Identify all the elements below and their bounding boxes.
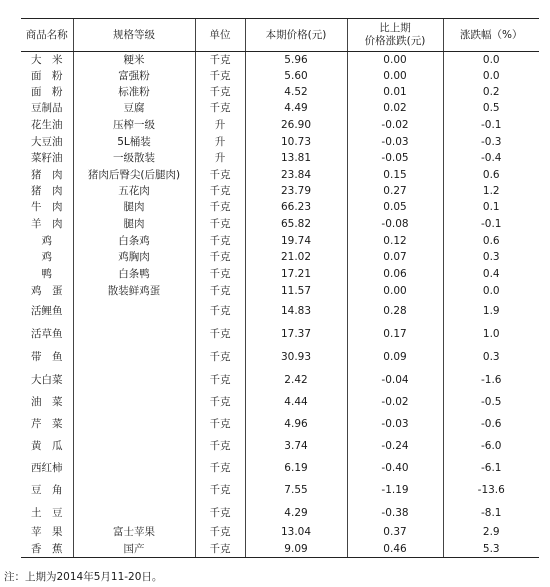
cell-name: 豆制品 [31,102,63,114]
cell-price: 11.57 [245,283,347,300]
cell-spec: 散装鲜鸡蛋 [73,283,195,300]
cell-spec: 腿肉 [73,216,195,233]
cell-pct: 0.0 [443,68,539,84]
table-row [21,150,539,167]
cell-name: 牛 肉 [31,201,63,213]
cell-name: 油 菜 [31,395,63,408]
cell-pct: 0.5 [443,100,539,117]
table-row [21,300,539,323]
cell-price: 17.37 [245,323,347,346]
cell-name: 菜籽油 [31,152,63,164]
table-row [21,68,539,84]
header-price-change-line2: 价格涨跌(元) [364,35,426,47]
cell-unit: 千克 [195,479,245,502]
table-row [21,84,539,100]
cell-change: -0.03 [347,134,443,150]
table-row [21,369,539,391]
cell-name: 豆 角 [31,484,63,496]
table-row [21,479,539,502]
cell-unit: 千克 [195,68,245,84]
cell-spec: 豆腐 [73,100,195,117]
cell-change: 0.02 [347,100,443,117]
cell-unit: 千克 [195,346,245,369]
cell-pct: -8.1 [443,502,539,524]
cell-price: 66.23 [245,199,347,216]
cell-price: 3.74 [245,435,347,457]
cell-change: -0.03 [347,413,443,435]
cell-spec: 一级散装 [73,150,195,167]
cell-pct: 2.9 [443,524,539,541]
cell-name: 大 米 [31,53,63,66]
cell-change: 0.15 [347,167,443,183]
cell-unit: 千克 [195,100,245,117]
table-row [21,413,539,435]
cell-change: 0.37 [347,524,443,541]
cell-price: 4.52 [245,84,347,100]
cell-spec: 标准粉 [73,84,195,100]
cell-unit: 千克 [195,413,245,435]
cell-name: 鸭 [41,268,52,280]
cell-change: 0.27 [347,183,443,199]
header-spec-grade: 规格等级 [73,19,195,52]
cell-spec [73,479,195,502]
cell-pct: 0.3 [443,346,539,369]
cell-pct: -6.1 [443,457,539,479]
cell-pct: 0.6 [443,167,539,183]
cell-pct: -1.6 [443,369,539,391]
table-row [21,524,539,541]
cell-unit: 千克 [195,52,245,68]
cell-change: -0.40 [347,457,443,479]
cell-unit: 千克 [195,84,245,100]
header-unit: 单位 [195,19,245,52]
table-row [21,167,539,183]
cell-price: 6.19 [245,457,347,479]
cell-pct: 0.0 [443,52,539,68]
cell-spec: 猪肉后臀尖(后腿肉) [73,167,195,183]
cell-spec: 腿肉 [73,199,195,216]
table-row [21,199,539,216]
cell-name: 土 豆 [31,506,63,519]
cell-price: 4.44 [245,391,347,413]
cell-pct: -0.6 [443,413,539,435]
cell-change: -1.19 [347,479,443,502]
cell-unit: 升 [195,134,245,150]
cell-unit: 千克 [195,524,245,541]
footnote: 注：上期为2014年5月11-20日。 [4,571,163,583]
table-row [21,52,539,68]
header-product-name: 商品名称 [21,19,73,52]
cell-price: 17.21 [245,266,347,283]
cell-unit: 千克 [195,457,245,479]
cell-unit: 千克 [195,266,245,283]
cell-unit: 千克 [195,283,245,300]
cell-change: -0.05 [347,150,443,167]
header-change-percent: 涨跌幅（%） [443,19,539,52]
cell-unit: 千克 [195,216,245,233]
cell-change: 0.12 [347,233,443,249]
cell-change: 0.07 [347,249,443,266]
cell-unit: 千克 [195,249,245,266]
cell-spec [73,457,195,479]
cell-pct: 0.1 [443,199,539,216]
cell-spec [73,391,195,413]
cell-pct: 5.3 [443,541,539,558]
cell-name: 羊 肉 [31,218,63,230]
cell-spec [73,323,195,346]
cell-name: 花生油 [31,119,63,131]
cell-price: 13.81 [245,150,347,167]
table-header-row [21,19,539,52]
cell-unit: 千克 [195,502,245,524]
cell-pct: -13.6 [443,479,539,502]
cell-unit: 千克 [195,369,245,391]
cell-name: 大白菜 [31,373,63,386]
cell-price: 13.04 [245,524,347,541]
cell-name: 猪 肉 [31,168,63,181]
cell-name: 芹 菜 [31,417,63,430]
cell-name: 西红柿 [31,461,63,474]
cell-change: -0.02 [347,391,443,413]
cell-name: 面 粉 [31,69,63,82]
cell-unit: 千克 [195,391,245,413]
cell-change: -0.08 [347,216,443,233]
cell-change: 0.06 [347,266,443,283]
cell-unit: 升 [195,150,245,167]
cell-pct: 0.6 [443,233,539,249]
cell-price: 4.29 [245,502,347,524]
cell-price: 5.60 [245,68,347,84]
cell-unit: 千克 [195,199,245,216]
cell-pct: 0.0 [443,283,539,300]
table-row [21,502,539,524]
cell-name: 面 粉 [31,85,63,98]
cell-change: -0.02 [347,117,443,134]
table-row [21,323,539,346]
cell-spec: 富强粉 [73,68,195,84]
table-row [21,391,539,413]
cell-price: 5.96 [245,52,347,68]
cell-change: 0.09 [347,346,443,369]
cell-price: 14.83 [245,300,347,323]
table-row [21,134,539,150]
cell-change: 0.01 [347,84,443,100]
cell-price: 23.84 [245,167,347,183]
cell-unit: 千克 [195,541,245,558]
cell-price: 30.93 [245,346,347,369]
cell-name: 猪 肉 [31,184,63,197]
header-price-change [347,19,443,52]
cell-change: -0.38 [347,502,443,524]
cell-spec: 压榨一级 [73,117,195,134]
cell-name: 带 鱼 [31,351,63,363]
cell-name: 大豆油 [31,135,63,148]
cell-name: 香 蕉 [21,541,73,558]
cell-spec: 鸡胸肉 [73,249,195,266]
cell-pct: 1.2 [443,183,539,199]
cell-spec: 5L桶装 [73,134,195,150]
cell-spec [73,413,195,435]
cell-change: 0.00 [347,68,443,84]
cell-price: 21.02 [245,249,347,266]
table-row [21,541,539,558]
cell-spec [73,369,195,391]
table-row [21,183,539,199]
cell-pct: -0.1 [443,216,539,233]
cell-name: 苹 果 [31,526,63,538]
cell-price: 23.79 [245,183,347,199]
table-row [21,216,539,233]
cell-spec: 白条鸡 [73,233,195,249]
cell-name: 鸡 [41,234,52,247]
table-row [21,100,539,117]
cell-change: 0.00 [347,52,443,68]
cell-unit: 千克 [195,183,245,199]
header-price-change-line1: 比上期 [379,22,411,34]
cell-unit: 千克 [195,167,245,183]
table-row [21,266,539,283]
cell-pct: 1.9 [443,300,539,323]
cell-pct: 0.3 [443,249,539,266]
cell-spec: 粳米 [73,52,195,68]
table-row [21,233,539,249]
cell-change: 0.00 [347,283,443,300]
header-current-price: 本期价格(元) [245,19,347,52]
cell-spec [73,300,195,323]
cell-unit: 千克 [195,233,245,249]
cell-price: 4.96 [245,413,347,435]
cell-change: -0.24 [347,435,443,457]
cell-pct: 0.2 [443,84,539,100]
table-row [21,346,539,369]
cell-price: 2.42 [245,369,347,391]
cell-spec [73,435,195,457]
table-row [21,283,539,300]
cell-pct: 0.4 [443,266,539,283]
cell-pct: 1.0 [443,323,539,346]
cell-spec: 五花肉 [73,183,195,199]
cell-name: 活鲤鱼 [31,305,63,317]
cell-spec: 白条鸭 [73,266,195,283]
cell-name: 鸡 [41,251,52,263]
cell-pct: -0.1 [443,117,539,134]
cell-change: 0.28 [347,300,443,323]
cell-pct: -0.4 [443,150,539,167]
table-row [21,117,539,134]
cell-spec [73,346,195,369]
cell-unit: 千克 [195,300,245,323]
cell-name: 黄 瓜 [31,439,63,452]
cell-unit: 千克 [195,435,245,457]
cell-price: 26.90 [245,117,347,134]
cell-unit: 升 [195,117,245,134]
cell-pct: -0.3 [443,134,539,150]
cell-name: 活草鱼 [31,328,63,340]
cell-change: 0.05 [347,199,443,216]
cell-change: -0.04 [347,369,443,391]
cell-price: 7.55 [245,479,347,502]
cell-spec: 富士苹果 [73,524,195,541]
cell-price: 4.49 [245,100,347,117]
cell-unit: 千克 [195,323,245,346]
table-row [21,249,539,266]
price-table [21,18,539,558]
cell-pct: -0.5 [443,391,539,413]
cell-price: 9.09 [245,541,347,558]
cell-spec: 国产 [73,541,195,558]
cell-price: 19.74 [245,233,347,249]
cell-price: 65.82 [245,216,347,233]
cell-name: 鸡 蛋 [31,285,63,297]
cell-spec [73,502,195,524]
cell-price: 10.73 [245,134,347,150]
cell-pct: -6.0 [443,435,539,457]
table-row [21,457,539,479]
table-row [21,435,539,457]
cell-change: 0.17 [347,323,443,346]
cell-change: 0.46 [347,541,443,558]
